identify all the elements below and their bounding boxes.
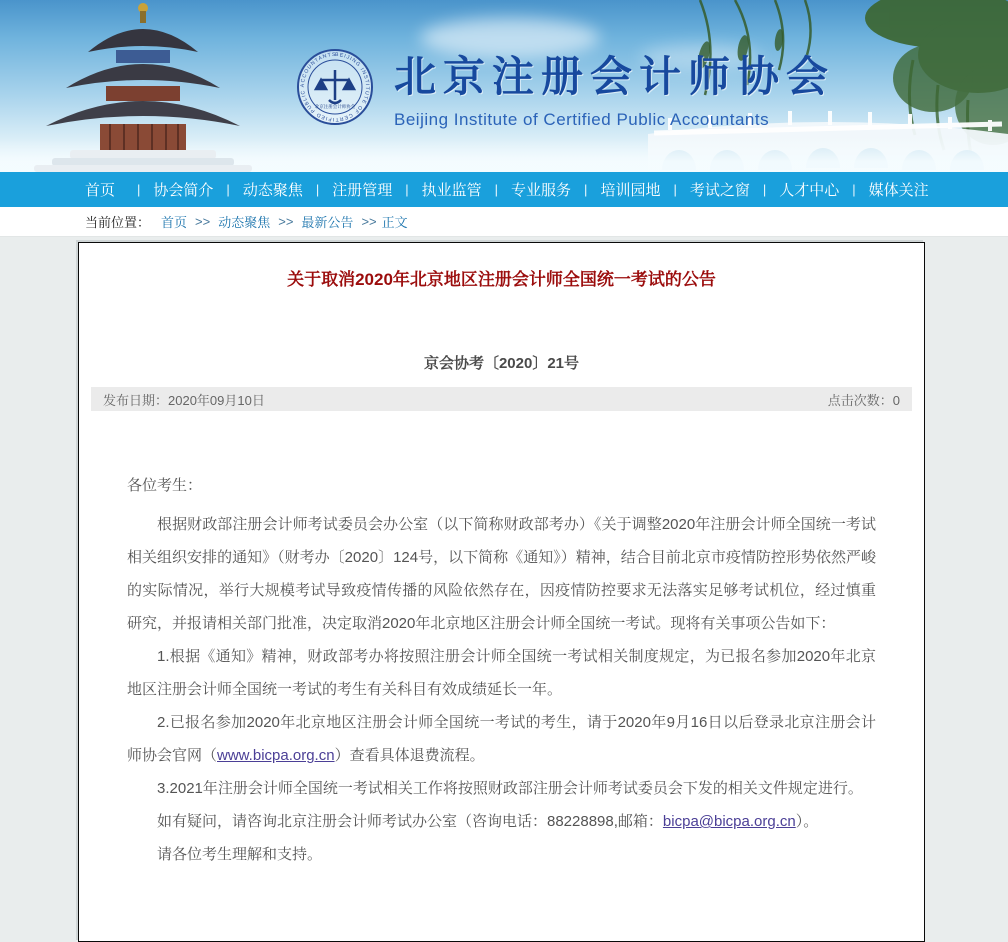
nav-item-talent[interactable]: 人才中心: [779, 182, 840, 199]
site-header: [0, 0, 1008, 172]
nav-item-media[interactable]: 媒体关注: [868, 182, 929, 199]
site-title: 北京注册会计师协会: [394, 53, 836, 100]
nav-item-supervision[interactable]: 执业监管: [421, 182, 482, 199]
breadcrumb-link-announcements[interactable]: 最新公告: [301, 215, 354, 230]
temple-of-heaven-image: [18, 0, 268, 172]
article-container: [78, 242, 925, 942]
hit-count: 点击次数：0: [827, 392, 900, 408]
brand-text: [394, 44, 835, 130]
nav-divider: |: [584, 182, 588, 197]
breadcrumb-separator: >>: [195, 214, 211, 229]
breadcrumb-current: 正文: [381, 215, 408, 230]
brand: [296, 44, 835, 130]
paragraph-1: 根据财政部注册会计师考试委员会办公室（以下简称财政部考办）《关于调整2020年注册会计师全国统一考试相关组织安排的通知》（财考办〔2020〕124号，以下简称《通知》）精神，结合目前北京市疫情防控形势依然严峻的实际情况，举行大规模考试导致疫情传播的风险依然存在，因疫情防控要求无法落实足够考试机位，经过慎重研究，并报请相关部门批准，决定取消2020年北京地区注册会计师全国统一考试。现将有关事项公告如下：: [127, 516, 876, 632]
email-link[interactable]: bicpa@bicpa.org.cn: [662, 813, 796, 830]
nav-divider: |: [673, 182, 677, 197]
article-body: [127, 469, 876, 871]
breadcrumb: [0, 207, 1008, 237]
nav-divider: |: [494, 182, 499, 197]
contact-text-end: ）。: [795, 813, 819, 830]
nav-item-exam[interactable]: 考试之窗: [689, 182, 750, 199]
nav-divider: |: [137, 182, 141, 197]
nav-item-home[interactable]: 首页: [85, 182, 116, 199]
paragraph-item-1: 1.根据《通知》精神，财政部考办将按照注册会计师全国统一考试相关制度规定，为已报名参加2020年北京地区注册会计师全国统一考试的考生有关科目有效成绩延长一年。: [127, 648, 876, 698]
publish-date: 发布日期：2020年09月10日: [103, 392, 265, 408]
article-title: 关于取消2020年北京地区注册会计师全国统一考试的公告: [287, 270, 716, 289]
page-body: [0, 237, 1008, 942]
website-link[interactable]: www.bicpa.org.cn: [217, 747, 335, 764]
breadcrumb-link-news[interactable]: 动态聚焦: [218, 215, 271, 230]
salutation: 各位考生：: [127, 477, 203, 494]
breadcrumb-link-home[interactable]: 首页: [161, 215, 188, 230]
svg-text:BEIJING INSTITUTE OF CERTIFIED: BEIJING INSTITUTE OF CERTIFIED PUBLIC ACCOUNTANTS: [299, 51, 371, 123]
nav-item-services[interactable]: 专业服务: [511, 182, 572, 199]
svg-text:北京注册会计师协会: 北京注册会计师协会: [314, 104, 356, 109]
breadcrumb-separator: >>: [361, 214, 377, 229]
nav-divider: |: [315, 182, 320, 197]
closing-line: 请各位考生理解和支持。: [157, 846, 323, 863]
nav-divider: |: [405, 182, 409, 197]
nav-item-about[interactable]: 协会简介: [153, 182, 214, 199]
paragraph-item-2: [127, 706, 876, 772]
contact-text: 如有疑问，请咨询北京注册会计师考试办公室（咨询电话：88228898,邮箱：: [157, 813, 663, 830]
nav-divider: |: [226, 182, 230, 197]
item-2-text-end: ）查看具体退费流程。: [334, 747, 485, 764]
main-nav: [0, 172, 1008, 207]
document-number: 京会协考〔2020〕21号: [423, 355, 580, 372]
breadcrumb-separator: >>: [278, 214, 294, 229]
paragraph-item-3: 3.2021年注册会计师全国统一考试相关工作将按照财政部注册会计师考试委员会下发的相关文件规定进行。: [157, 780, 863, 797]
nav-item-registration[interactable]: 注册管理: [332, 182, 393, 199]
nav-divider: |: [852, 182, 856, 197]
site-subtitle: Beijing Institute of Certified Public Accountants: [394, 110, 770, 129]
article-meta-bar: [91, 387, 912, 411]
item-2-text: 2.已报名参加2020年北京地区注册会计师全国统一考试的考生，请于2020年9月16日以后登录北京注册会计师协会官网（: [127, 714, 876, 764]
nav-item-news[interactable]: 动态聚焦: [242, 182, 303, 199]
nav-item-training[interactable]: 培训园地: [600, 182, 661, 199]
bicpa-seal-logo: [296, 48, 374, 126]
paragraph-contact: [127, 805, 876, 838]
nav-divider: |: [762, 182, 767, 197]
breadcrumb-label: 当前位置：: [85, 215, 151, 230]
